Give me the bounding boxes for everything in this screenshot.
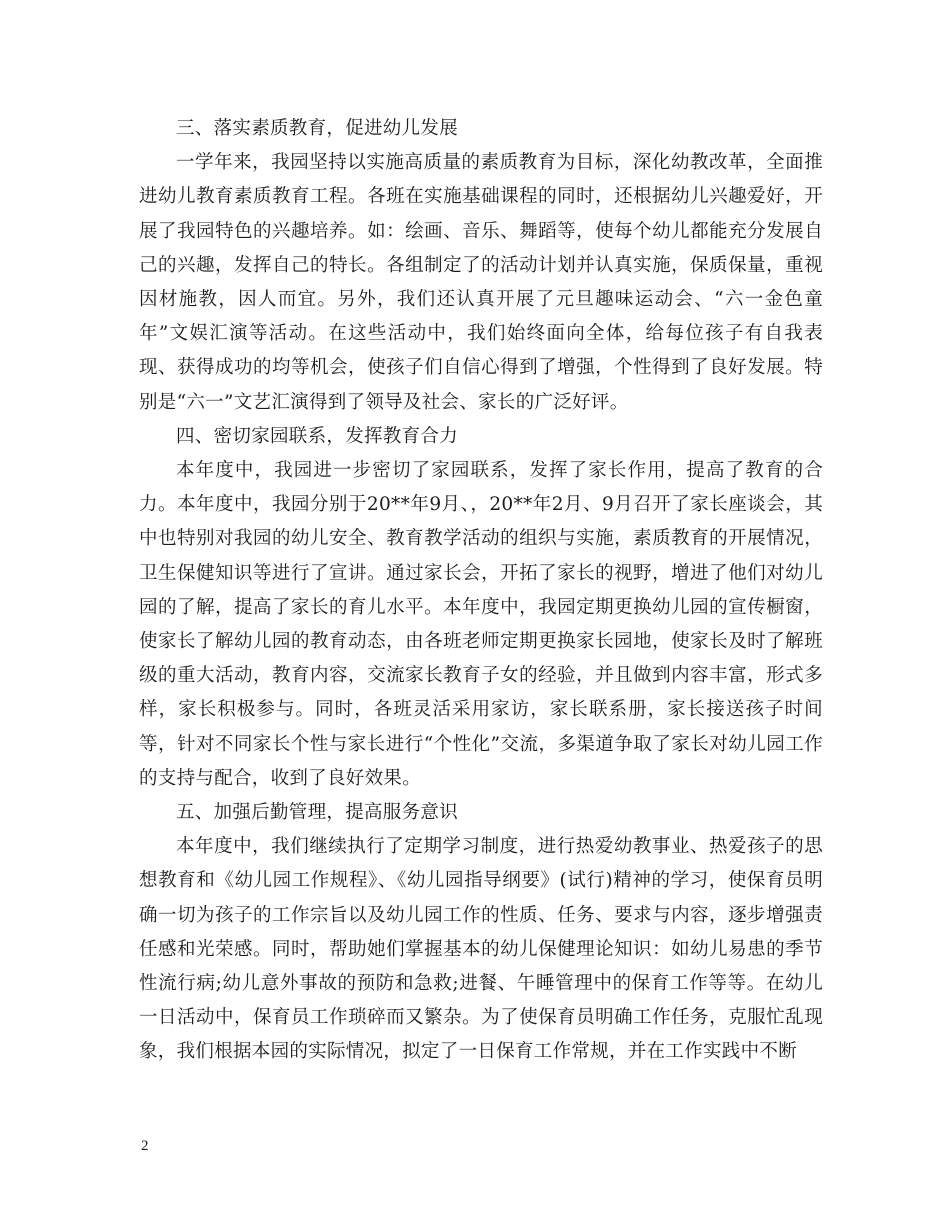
document-page <box>139 112 823 1070</box>
section-paragraph-5: 本年度中，我们继续执行了定期学习制度，进行热爱幼教事业、热爱孩子的思想教育和《幼儿园工作规程》、《幼儿园指导纲要》(试行)精神的学习，使保育员明确一切为孩子的工作宗旨以及幼儿园工作的性质、任务、要求与内容，逐步增强责任感和光荣感。同时，帮助她们掌握基本的幼儿保健理论知识：如幼儿易患的季节性流行病;幼儿意外事故的预防和急救;进餐、午睡管理中的保育工作等等。在幼儿一日活动中，保育员工作琐碎而又繁杂。为了使保育员明确工作任务，克服忙乱现象，我们根据本园的实际情况，拟定了一日保育工作常规，并在工作实践中不断 <box>139 836 823 1063</box>
section-paragraph-4: 本年度中，我园进一步密切了家园联系，发挥了家长作用，提高了教育的合力。本年度中，我园分别于20**年9月、，20**年2月、9月召开了家长座谈会，其中也特别对我园的幼儿安全、教育教学活动的组织与实施，素质教育的开展情况，卫生保健知识等进行了宣讲。通过家长会，开拓了家长的视野，增进了他们对幼儿园的了解，提高了家长的育儿水平。本年度中，我园定期更换幼儿园的宣传橱窗，使家长了解幼儿园的教育动态，由各班老师定期更换家长园地，使家长及时了解班级的重大活动，教育内容，交流家长教育子女的经验，并且做到内容丰富，形式多样，家长积极参与。同时，各班灵活采用家访，家长联系册，家长接送孩子时间等，针对不同家长个性与家长进行“个性化”交流，多渠道争取了家长对幼儿园工作的支持与配合，收到了良好效果。 <box>139 460 823 789</box>
section-heading-3: 三、落实素质教育，促进幼儿发展 <box>176 118 459 139</box>
section-paragraph-3: 一学年来，我园坚持以实施高质量的素质教育为目标，深化幼教改革，全面推进幼儿教育素质教育工程。各班在实施基础课程的同时，还根据幼儿兴趣爱好，开展了我园特色的兴趣培养。如：绘画、音乐、舞蹈等，使每个幼儿都能充分发展自己的兴趣，发挥自己的特长。各组制定了的活动计划并认真实施，保质保量，重视因材施教，因人而宜。另外，我们还认真开展了元旦趣味运动会、“六一金色童年”文娱汇演等活动。在这些活动中，我们始终面向全体，给每位孩子有自我表现、获得成功的均等机会，使孩子们自信心得到了增强，个性得到了良好发展。特别是“六一”文艺汇演得到了领导及社会、家长的广泛好评。 <box>139 152 823 413</box>
section-heading-5: 五、加强后勤管理，提高服务意识 <box>176 802 459 824</box>
page-number: 2 <box>141 1138 149 1154</box>
section-heading-4: 四、密切家园联系，发挥教育合力 <box>176 425 459 447</box>
